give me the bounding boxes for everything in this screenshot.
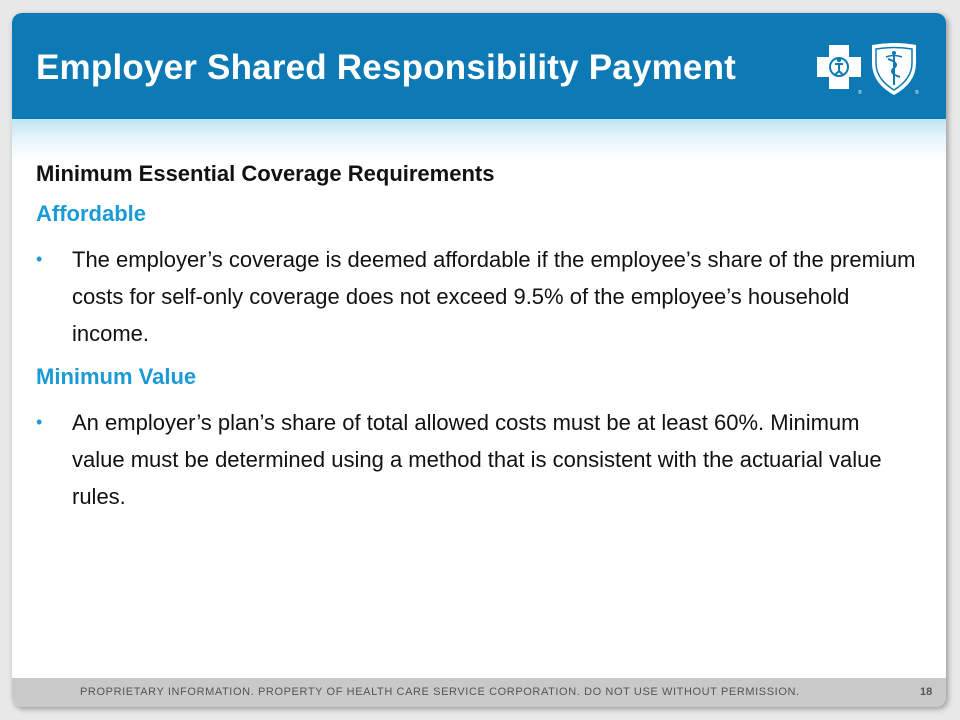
slide bbox=[12, 13, 946, 707]
bullet-icon: • bbox=[36, 249, 43, 269]
section-heading-minimum-value: Minimum Value bbox=[36, 364, 197, 389]
section-heading-affordable: Affordable bbox=[36, 201, 146, 226]
header-bar bbox=[12, 13, 946, 119]
bullet-text: An employer’s plan’s share of total allowed costs must be at least 60%. Minimum value must be determined using a method that is consistent with the actuarial value rules. bbox=[72, 410, 882, 509]
page-number: 18 bbox=[920, 686, 933, 698]
footer-bar bbox=[12, 678, 946, 707]
blue-shield-logo-icon bbox=[872, 43, 919, 96]
bullet-text: The employer’s coverage is deemed affordable if the employee’s share of the premium costs for self-only coverage does not exceed 9.5% of the employee’s household income. bbox=[72, 247, 916, 346]
content-subtitle: Minimum Essential Coverage Requirements bbox=[36, 161, 495, 186]
proprietary-notice: PROPRIETARY INFORMATION. PROPERTY OF HEALTH CARE SERVICE CORPORATION. DO NOT USE WITHOUT PERMISSION. bbox=[80, 686, 800, 698]
svg-text:®: ® bbox=[915, 90, 919, 96]
logo-group bbox=[814, 41, 924, 101]
slide-content bbox=[36, 159, 916, 515]
svg-text:®: ® bbox=[858, 90, 862, 96]
bullet-item bbox=[36, 404, 916, 515]
bullet-item bbox=[36, 241, 916, 352]
header-gradient bbox=[12, 119, 946, 161]
blue-cross-logo-icon bbox=[817, 45, 862, 96]
slide-title: Employer Shared Responsibility Payment bbox=[36, 48, 737, 87]
bullet-icon: • bbox=[36, 412, 43, 432]
